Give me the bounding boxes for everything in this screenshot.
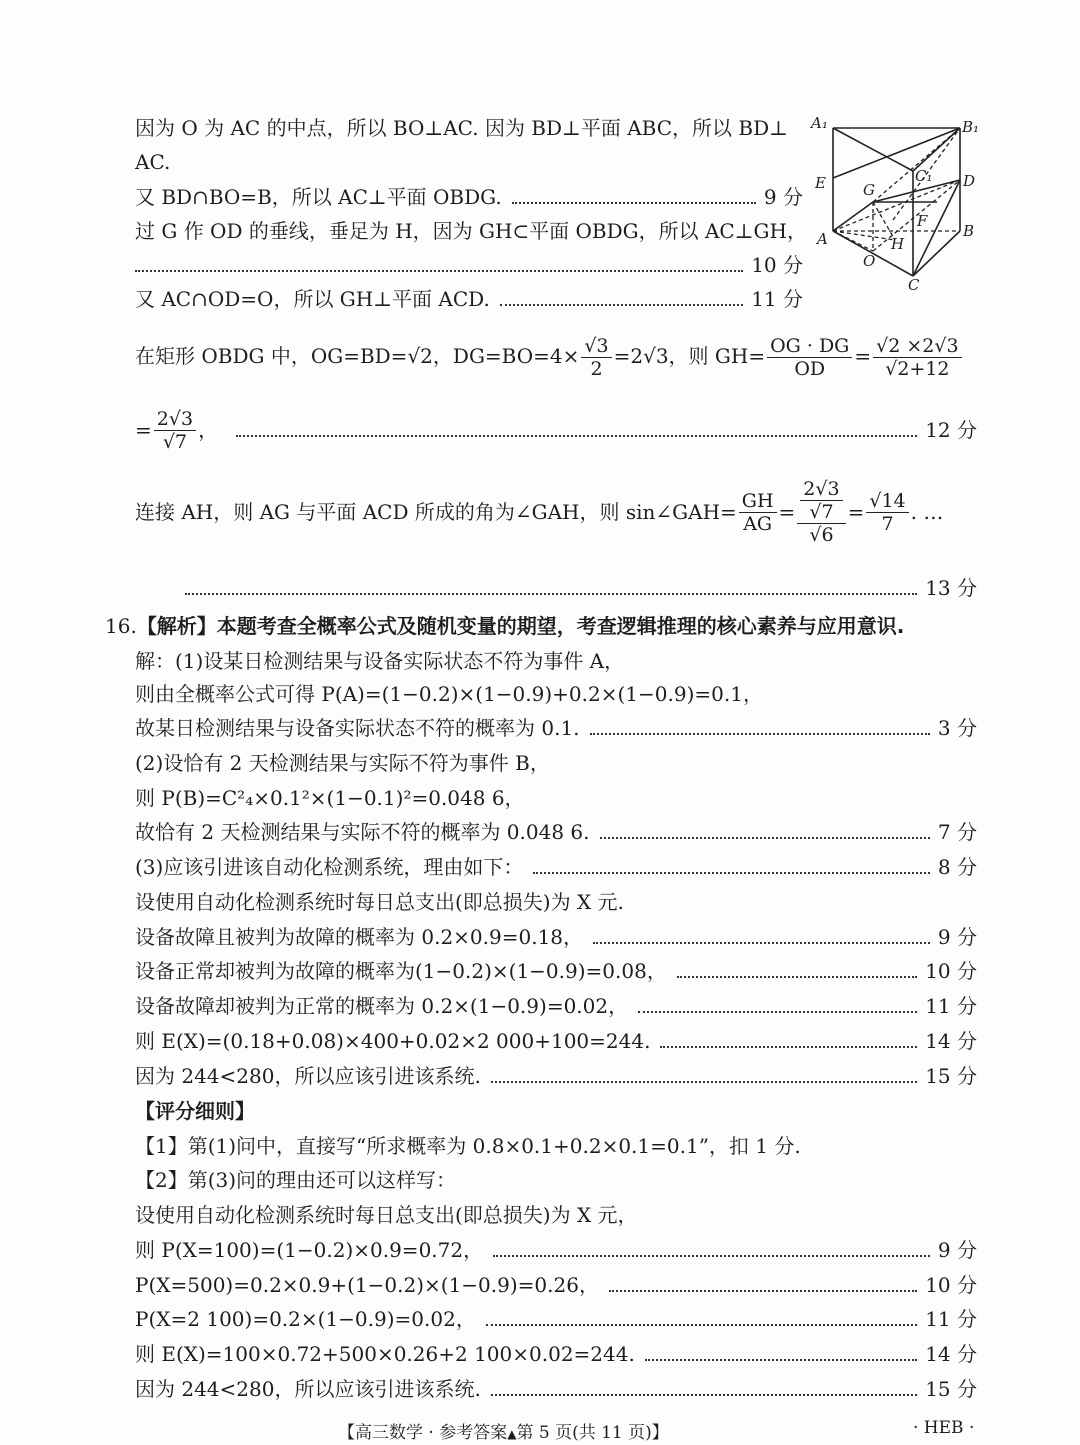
- scored-line: [135, 183, 803, 211]
- text: 因为 244<280，所以应该引进该系统.: [135, 1064, 481, 1088]
- fraction: [154, 408, 196, 453]
- score: 9 分: [763, 185, 803, 209]
- score: 11 分: [925, 1307, 977, 1331]
- scored-line: [135, 818, 977, 846]
- score: 7 分: [937, 820, 977, 844]
- fraction: [873, 335, 961, 380]
- dot-leader: [590, 733, 930, 735]
- numerator: 2√3: [154, 408, 196, 431]
- fraction: [800, 478, 842, 523]
- footer-center: [338, 1418, 669, 1443]
- compound-fraction: [797, 478, 845, 546]
- footer-code: · HEB ·: [913, 1418, 975, 1438]
- text: 连接 AH，则 AG 与平面 ACD 所成的角为∠GAH，则 sin∠GAH=: [135, 500, 737, 524]
- text-line: 因为 O 为 AC 的中点，所以 BO⊥AC. 因为 BD⊥平面 ABC，所以 BD⊥: [135, 116, 788, 140]
- numerator: √2 ×2√3: [873, 335, 961, 358]
- dot-leader: [491, 1081, 917, 1083]
- text-line: 则 P(B)=C²₄×0.1²×(1−0.1)²=0.048 6，: [135, 786, 525, 810]
- dot-leader: [677, 976, 917, 978]
- dot-leader: [512, 202, 756, 204]
- score: 14 分: [925, 1342, 977, 1366]
- text: 设备故障且被判为故障的概率为 0.2×0.9=0.18，: [135, 925, 584, 949]
- score: 12 分: [925, 418, 977, 442]
- score: 3 分: [937, 716, 977, 740]
- score: 15 分: [925, 1064, 977, 1088]
- dot-leader: [600, 837, 930, 839]
- denominator: √6: [809, 524, 834, 546]
- score: 10 分: [925, 1273, 977, 1297]
- score: 10 分: [751, 253, 803, 277]
- text-line: 【2】第(3)问的理由还可以这样写：: [135, 1168, 457, 1192]
- numerator: OG · DG: [767, 335, 852, 358]
- text-line: 【1】第(1)问中，直接写“所求概率为 0.8×0.1+0.2×0.1=0.1”，扣 1 分.: [135, 1134, 801, 1158]
- label-H: H: [891, 235, 905, 253]
- label-G: G: [863, 181, 875, 199]
- text: P(X=2 100)=0.2×(1−0.9)=0.02，: [135, 1307, 476, 1331]
- text: 则 E(X)=(0.18+0.08)×400+0.02×2 000+100=244.: [135, 1029, 651, 1053]
- numerator: 2√3: [800, 478, 842, 501]
- fraction: [581, 335, 611, 380]
- score: 9 分: [937, 925, 977, 949]
- denominator: 2: [590, 358, 603, 380]
- text: 设备正常却被判为故障的概率为(1−0.2)×(1−0.9)=0.08，: [135, 959, 667, 983]
- text: 因为 244<280，所以应该引进该系统.: [135, 1377, 481, 1401]
- formula-line: [135, 332, 964, 380]
- text: =: [854, 344, 872, 368]
- scored-line: [135, 1236, 977, 1264]
- scored-line: [135, 1062, 977, 1090]
- footer-text: 【高三数学 · 参考答案: [338, 1423, 508, 1443]
- dot-leader: [486, 1324, 917, 1326]
- text-line: 设使用自动化检测系统时每日总支出(即总损失)为 X 元.: [135, 890, 624, 914]
- scored-line: [135, 714, 977, 742]
- label-E: E: [815, 174, 826, 192]
- label-A: A: [817, 230, 828, 248]
- label-C: C: [908, 276, 920, 294]
- scored-line: [135, 957, 977, 985]
- numerator: GH: [739, 490, 777, 513]
- dot-leader: [500, 304, 743, 306]
- denominator: AG: [743, 512, 773, 535]
- score: 14 分: [925, 1029, 977, 1053]
- score: 13 分: [925, 576, 977, 600]
- denominator: √7: [809, 501, 834, 523]
- label-B: B: [963, 222, 975, 240]
- scored-line: [135, 1027, 977, 1055]
- dot-leader: [609, 1290, 917, 1292]
- dot-leader: [645, 1359, 917, 1361]
- prism-figure: [805, 108, 985, 298]
- scored-line: [135, 285, 803, 313]
- label-F: F: [917, 212, 928, 230]
- text: . …: [910, 500, 944, 524]
- text-line: 解：(1)设某日检测结果与设备实际状态不符为事件 A，: [135, 649, 625, 673]
- score: 11 分: [751, 287, 803, 311]
- text: 故某日检测结果与设备实际状态不符的概率为 0.1.: [135, 716, 580, 740]
- text: =: [847, 500, 865, 524]
- scored-line: [135, 1340, 977, 1368]
- fraction: [767, 335, 852, 380]
- score: 8 分: [937, 855, 977, 879]
- text-line: 则由全概率公式可得 P(A)=(1−0.2)×(1−0.9)+0.2×(1−0.9)=0.1，: [135, 682, 763, 706]
- scored-line: [135, 1305, 977, 1333]
- scored-line: [185, 574, 977, 602]
- score: 10 分: [925, 959, 977, 983]
- dot-leader: [491, 1394, 917, 1396]
- numerator: √14: [866, 490, 908, 513]
- scored-line: [135, 923, 977, 951]
- text: 又 AC∩OD=O，所以 GH⊥平面 ACD.: [135, 287, 490, 311]
- label-D: D: [963, 172, 976, 190]
- text-line: 设使用自动化检测系统时每日总支出(即总损失)为 X 元，: [135, 1203, 638, 1227]
- scored-line: [135, 992, 977, 1020]
- text-line: AC.: [135, 150, 171, 174]
- text: ，: [198, 418, 219, 442]
- label-C1: C₁: [915, 167, 933, 185]
- text: 则 E(X)=100×0.72+500×0.26+2 100×0.02=244.: [135, 1342, 635, 1366]
- dot-leader: [185, 593, 917, 595]
- denominator: OD: [794, 358, 826, 380]
- rubric-title: 【评分细则】: [135, 1099, 255, 1123]
- fraction: [739, 490, 777, 535]
- score: 11 分: [925, 994, 977, 1018]
- label-B1: B₁: [962, 118, 980, 136]
- scored-line: [135, 404, 977, 456]
- scored-line: [135, 1375, 977, 1403]
- dot-leader: [660, 1046, 917, 1048]
- text-line: 过 G 作 OD 的垂线，垂足为 H，因为 GH⊂平面 OBDG，所以 AC⊥GH，: [135, 219, 807, 243]
- fraction: [866, 490, 908, 535]
- text: =: [778, 500, 796, 524]
- numerator: [797, 478, 845, 524]
- scored-line: [135, 853, 977, 881]
- scored-line: [135, 251, 803, 279]
- text: 故恰有 2 天检测结果与实际不符的概率为 0.048 6.: [135, 820, 590, 844]
- dot-leader: [533, 872, 930, 874]
- question-heading: [105, 612, 904, 640]
- text: 设备故障却被判为正常的概率为 0.2×(1−0.9)=0.02，: [135, 994, 629, 1018]
- text: 则 P(X=100)=(1−0.2)×0.9=0.72，: [135, 1238, 484, 1262]
- text: 又 BD∩BO=B，所以 AC⊥平面 OBDG.: [135, 185, 502, 209]
- dot-leader: [638, 1011, 917, 1013]
- triangle-icon: ▲: [507, 1427, 517, 1441]
- score: 9 分: [937, 1238, 977, 1262]
- label-O: O: [863, 252, 876, 270]
- dot-leader: [493, 1255, 930, 1257]
- heading-text: 【解析】本题考查全概率公式及随机变量的期望，考查逻辑推理的核心素养与应用意识.: [136, 614, 905, 638]
- dot-leader: [135, 270, 743, 272]
- text: P(X=500)=0.2×0.9+(1−0.2)×(1−0.9)=0.26，: [135, 1273, 599, 1297]
- denominator: 7: [881, 512, 894, 535]
- formula-line: [135, 478, 943, 546]
- text-line: (2)设恰有 2 天检测结果与实际不符为事件 B，: [135, 751, 550, 775]
- text: =2√3，则 GH=: [613, 344, 766, 368]
- text: =: [135, 418, 152, 442]
- numerator: √3: [581, 335, 611, 358]
- label-A1: A₁: [811, 114, 828, 132]
- text: (3)应该引进该自动化检测系统，理由如下：: [135, 855, 524, 879]
- footer-text: 第 5 页(共 11 页)】: [516, 1423, 669, 1443]
- dot-leader: [236, 435, 917, 437]
- denominator: √2+12: [885, 358, 950, 380]
- question-number: 16.: [105, 614, 137, 638]
- denominator: √7: [162, 430, 188, 453]
- score: 15 分: [925, 1377, 977, 1401]
- scored-line: [135, 1271, 977, 1299]
- dot-leader: [593, 942, 930, 944]
- text: 在矩形 OBDG 中，OG=BD=√2，DG=BO=4×: [135, 344, 580, 368]
